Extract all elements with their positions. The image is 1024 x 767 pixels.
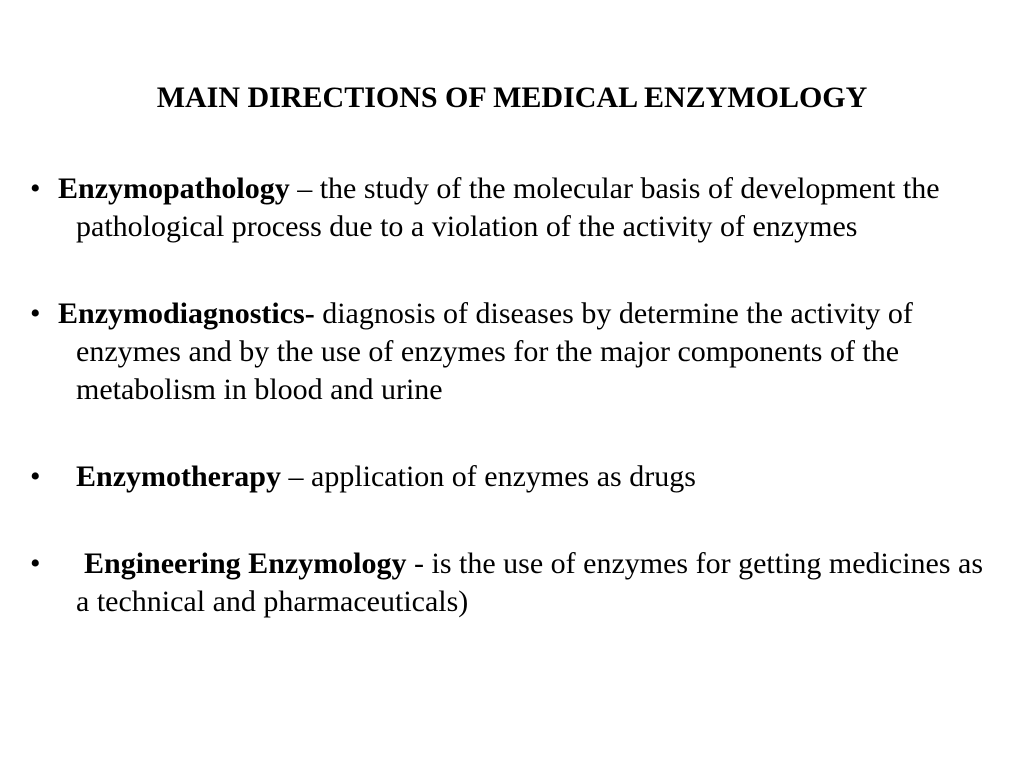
item-description: – the study of the molecular basis of development the pathological process due to a violation of the activity of enzymes	[76, 172, 940, 243]
slide-title: MAIN DIRECTIONS OF MEDICAL ENZYMOLOGY	[156, 81, 868, 114]
list-item-engineering-enzymology	[30, 545, 990, 621]
item-term: Enzymotherapy	[76, 460, 281, 493]
item-text	[58, 170, 990, 246]
item-term: Enzymodiagnostics-	[58, 297, 315, 330]
list-item-enzymopathology	[30, 170, 990, 246]
item-description: diagnosis of diseases by determine the activity of enzymes and by the use of enzymes for the major components of the metabolism in blood and urine	[76, 297, 913, 406]
item-term: Enzymopathology	[58, 172, 290, 205]
item-description: - is the use of enzymes for getting medicines as a technical and pharmaceuticals)	[76, 547, 984, 618]
list-item-enzymodiagnostics	[30, 295, 990, 409]
item-text	[76, 545, 990, 621]
item-text	[58, 295, 990, 409]
item-description: – application of enzymes as drugs	[281, 460, 696, 493]
bullet-symbol: •	[30, 297, 41, 330]
item-term: Engineering Enzymology	[84, 547, 407, 580]
bullet-symbol: •	[30, 172, 41, 205]
directions-list	[30, 170, 990, 621]
bullet-symbol: •	[30, 547, 41, 580]
bullet-symbol: •	[30, 460, 41, 493]
item-text	[76, 458, 990, 496]
list-item-enzymotherapy	[30, 458, 990, 496]
